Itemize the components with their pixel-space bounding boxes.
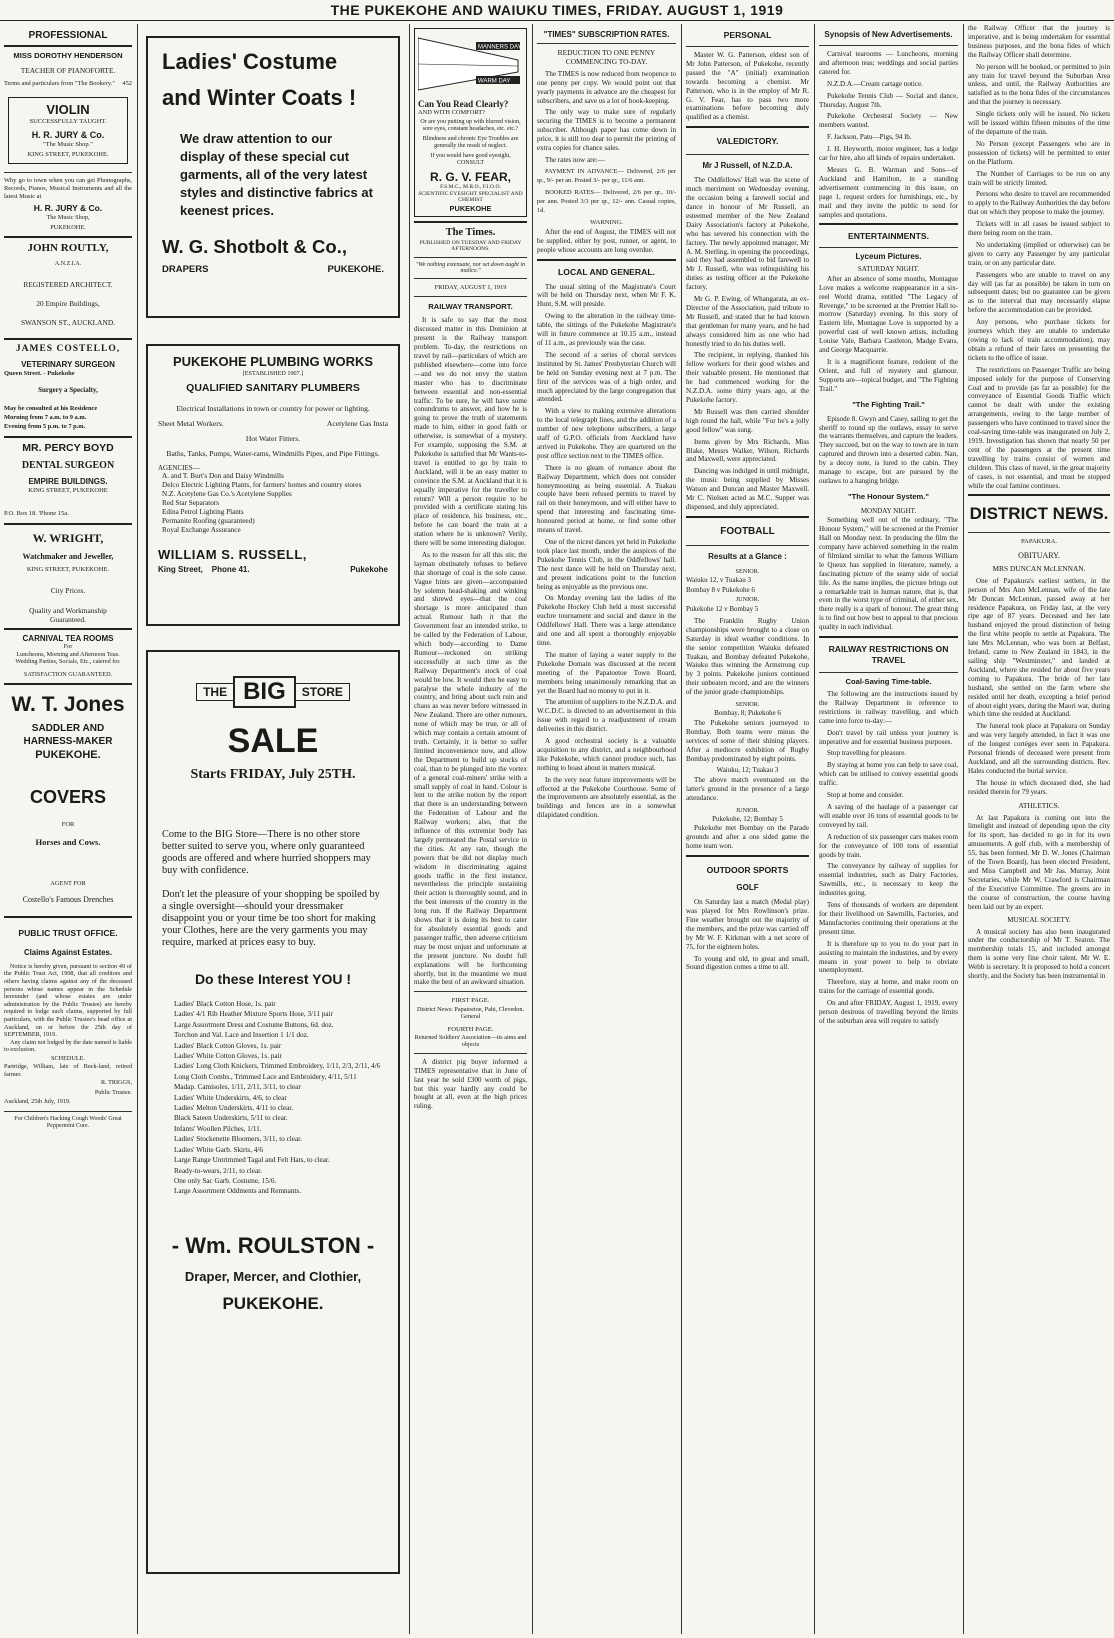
- article-paragraph: The following are the instructions issued by the Railway Department in reference to restrictions in railway travelling, and which came into force to-day:—: [819, 690, 958, 725]
- logo-text: BIG: [233, 676, 296, 708]
- article-paragraph: Items given by Mrs Richards, Miss Blake, Messrs Walker, Wilson, Richards and Maxwell, were appreciated.: [686, 437, 809, 464]
- article-paragraph: No undertaking (implied or otherwise) can be given to carry any Passenger by any particular train, or on any particular date.: [968, 240, 1110, 267]
- ad-title: CARNIVAL TEA ROOMS: [22, 634, 114, 644]
- article-paragraph: On Monday evening last the ladies of the Pukekohe Hockey Club held a most successful euchre tournament and social and dance in the Oddfellows' Hall. There was a large attendance and one and all spent a thoroughly enjoyable time.: [537, 594, 676, 647]
- ad-text: Blindness and chronic Eye Troubles are generally the result of neglect.: [422, 136, 519, 149]
- sale-item: Large Range Untrimmed Tagal and Felt Hats, to clear.: [174, 1156, 330, 1165]
- article-paragraph: Dancing was indulged in until midnight, the music being supplied by Misses Watson and Duncan and Master Maxwell. Mr C. Nielsen acted as M.C. Supper was dispensed, and duly appreciated.: [686, 467, 809, 511]
- article-paragraph: Persons who desire to travel are recommended to apply to the Railway Authorities the day before that on which they propose to make the journey.: [968, 190, 1110, 217]
- article-paragraph: On and after FRIDAY, August 1, 1919, every person desirous of travelling beyond the limits of the suburban area will require to satisfy: [819, 999, 958, 1025]
- ad-text: Wedding Parties, Socials, Etc., catered for.: [15, 658, 121, 666]
- sale-item: Torchon and Val. Lace and Insertion 1 1/1 doz.: [174, 1031, 309, 1040]
- article-paragraph: Tens of thousands of workers are dependent for their livelihood on Sawmills, Factories, and Manufactories continuing their operations at the present time.: [819, 901, 958, 936]
- ad-title: Can You Read Clearly?: [418, 99, 509, 109]
- ad-text: Starts FRIDAY, July 25TH.: [190, 767, 356, 782]
- ad-name: MR. PERCY BOYD: [22, 441, 114, 454]
- result-heading: SENIOR.: [735, 701, 760, 709]
- article-paragraph: The Franklin Rugby Union championships were brought to a close on Saturday in ideal weather conditions. In the senior competition Waiuku defeated Tuakau, and Bombay defeated Pukekohe, Waiuku thus winning the Armstrong cup by 3 points. Pukekohe juniors continued their unbeaten record, and are the winners of the junior grade championships.: [686, 616, 809, 697]
- ad-text: F.S.M.C., M.R.O., F.I.O.O.: [440, 184, 501, 190]
- logo-text: THE: [196, 683, 234, 701]
- article-paragraph: Mr Russell was then carried shoulder high round the hall, while "For he's a jolly good fellow" was sung.: [686, 407, 809, 434]
- sale-item: Large Assortment Dress and Costume Buttons, 6d. doz.: [174, 1020, 334, 1029]
- ad-text: Or are you putting up with blurred vision, sore eyes, constant headaches, etc. etc.?: [420, 119, 521, 132]
- article-paragraph: BOOKED RATES— Delivered, 2/6 per qr., 10/- per ann. Posted 3/3 per qr., 12/- ann. Casual copies, 1d.: [537, 188, 676, 214]
- publication-note: PUBLISHED ON TUESDAY AND FRIDAY AFTERNOONS.: [419, 239, 522, 253]
- article-paragraph: To young and old, to great and small, Sound digestion comes a time to all.: [686, 954, 809, 972]
- result-heading: SENIOR.: [735, 567, 760, 575]
- shotbolt-ad: [146, 36, 400, 318]
- ad-text: "The Music Shop.": [43, 141, 93, 149]
- issue-date: FRIDAY, AUGUST 1, 1919: [434, 283, 507, 291]
- ad-text: For Children's Hacking Cough Woods' Great Peppermint Cure.: [14, 1115, 122, 1129]
- result-line: Bombay, 8; Pukekohe 6: [714, 709, 781, 718]
- ad-text: SUCCESSFULLY TAUGHT.: [29, 117, 107, 125]
- article-subtitle: "The Fighting Trail.": [852, 399, 925, 409]
- ad-title: Ladies' Costume: [162, 49, 338, 74]
- article-paragraph: A saving of the haulage of a passenger car will enable over 16 tons of essential goods to be conveyed by rail.: [819, 803, 958, 829]
- ad-title: PUBLIC TRUST OFFICE.: [18, 927, 118, 938]
- ad-text: Delco Electric Lighting Plants, for farmers' homes and country stores: [162, 481, 362, 490]
- sale-item: Ladies' 4/1 Rib Heather Mixture Sports Hose, 3/11 pair: [174, 1010, 333, 1019]
- ad-text: R. TRIGGS,: [100, 1079, 132, 1087]
- ad-text: FOR: [61, 820, 75, 828]
- ad-name: W. WRIGHT,: [32, 530, 104, 545]
- motto: "We nothing extenuate, nor set down aught in malice.": [415, 261, 526, 274]
- article-paragraph: Stop at home and consider.: [827, 791, 904, 800]
- beam-label: WARM DAY: [478, 78, 511, 85]
- ad-text: 20 Empire Buildings,: [36, 299, 100, 309]
- article-paragraph: A reduction of six passenger cars makes room for the conveyance of 100 tons of essential goods by train.: [819, 832, 958, 859]
- index-heading: FIRST PAGE.: [451, 997, 490, 1005]
- ad-title: VIOLIN: [46, 101, 90, 117]
- ad-text: REGISTERED ARCHITECT.: [23, 279, 113, 289]
- article-subtitle: SATURDAY NIGHT.: [857, 265, 920, 274]
- article-paragraph: The house in which deceased died, she had resided therein for 79 years.: [968, 778, 1110, 796]
- article-paragraph: Don't travel by rail unless your journey is imperative and for essential business purposes.: [819, 728, 958, 746]
- article-paragraph: No Person (except Passengers who are in possession of tickets) will be permitted to enter on the Platform.: [968, 139, 1110, 166]
- ad-text: Auckland, 25th July, 1919.: [4, 1098, 71, 1106]
- ad-title: SALE: [227, 722, 319, 760]
- ad-text: A. and T. Burt's Don and Daisy Windmills: [162, 472, 284, 481]
- logo-text: STORE: [295, 683, 350, 701]
- article-paragraph: The rates now are:—: [545, 155, 605, 164]
- sale-item: Ladies' Long Cloth Knickers, Trimmed Embroidery, 1/11, 2/3, 2/11, 4/6: [174, 1062, 381, 1071]
- ad-text: TEACHER OF PIANOFORTE.: [20, 66, 116, 75]
- article-paragraph: Pukekohe met Bombay on the Parade grounds and after a one sided game the home team won.: [686, 824, 809, 851]
- article-title: OUTDOOR SPORTS: [706, 865, 789, 876]
- result-line: Bombay 8 v Pukekohe 6: [686, 585, 755, 594]
- sale-item: Ready-to-wears, 2/11, to clear.: [174, 1166, 262, 1175]
- article-paragraph: The matter of laying a water supply to the Pukekohe Domain was discussed at the recent meeting of the Papatoetoe Town Board, members being unanimously remarking that as yet the Board had no money to put in it.: [537, 650, 676, 695]
- ad-title: Do these Interest YOU !: [194, 971, 352, 987]
- article-paragraph: A musical society has also been inaugurated under the conductorship of Mr T. Seaton. The membership totals 15, and included amongst them is some very fine choir talent. Mr W. E. Webb is secretary. It is proposed to hold a concert shortly, and the Society has been instrumental in: [968, 927, 1110, 981]
- ad-text: SCHEDULE.: [51, 1054, 85, 1062]
- article-paragraph: On Saturday last a match (Medal play) was played for Mrs Rowlinson's prize. Fine weather brought out the majority of the members, and the prize was carried off by Mr W. F. Kirkman with a net score of 75, for the eighteen holes.: [686, 898, 809, 951]
- ad-text: May be consulted at his Residence: [4, 404, 98, 412]
- ad-name: WILLIAM S. RUSSELL,: [158, 547, 307, 563]
- big-store-ad: [146, 650, 400, 1574]
- result-heading: JUNIOR.: [735, 806, 760, 814]
- ad-text: If you would have good eyesight, CONSULT: [430, 153, 511, 166]
- ad-text: PUKEKOHE.: [222, 1293, 324, 1313]
- ad-text: The Music Shop,: [46, 214, 90, 222]
- sale-item: Ladies' Stockenette Bloomers, 3/11, to clear.: [174, 1135, 302, 1144]
- article-paragraph: At last Papakura is coming out into the limelight and instead of depending upon the city for its sport, has decided to go in for its own amusements. A golf club, with a membership of 55, has been formed. Mr D. W. Jones (Chairman of the Town Board), has been elected President, and Miss Campbell and Mr Jas. Murray, Joint Secretaries, while Mr W. Crawford is Chairman of the Executive Committee. The greens are in the course of construction, the course having been laid out by an expert.: [968, 813, 1110, 911]
- ad-text: Sheet Metal Workers.: [158, 419, 224, 429]
- ad-text: For: [63, 643, 73, 651]
- big-store-logo: [162, 676, 384, 708]
- ad-text: Evening from 5 p.m. to 7 p.m.: [4, 423, 86, 431]
- article-title: MUSICAL SOCIETY.: [1007, 915, 1071, 924]
- column-display-ads: [142, 24, 404, 1634]
- article-paragraph: A good orchestral society is a valuable acquisition to any district, and a neighbourhood like Pukekohe, which cannot produce such, has nothing to boast about in matters musical.: [537, 737, 676, 772]
- ad-text: PUKEKOHE.: [50, 223, 86, 231]
- article-paragraph: Tickets will in all cases be issued subject to there being room on the train.: [968, 220, 1110, 238]
- article-subtitle: Mr J Russell, of N.Z.D.A.: [702, 161, 793, 171]
- article-paragraph: Carnival tearooms — Luncheons, morning and afternoon teas; weddings and social parties catered for.: [819, 50, 958, 76]
- result-line: Waiuku 12, v Tuakau 3: [686, 576, 751, 585]
- article-paragraph: The recipient, in replying, thanked his fellow workers for their good wishes and their valuable present. He mentioned that he had commenced working for the N.Z.D.A. some thirty years ago, at the Pukekohe factory.: [686, 351, 809, 404]
- ad-text: Hot Water Fitters.: [245, 434, 301, 444]
- article-title: OBITUARY.: [1018, 550, 1060, 560]
- column-editorial: [414, 24, 527, 1634]
- article-paragraph: The funeral took place at Papakura on Sunday and was very largely attended, in fact it was one of the longest cortéges ever seen in Papakura. Personal friends of deceased were present from Auckland, and all the surrounding districts. Rev. Hales conducted the burial service.: [968, 722, 1110, 775]
- ad-text: PUKEKOHE: [449, 203, 492, 213]
- article-paragraph: The conveyance by railway of supplies for essential industries, such as Dairy Factories, Sawmills, etc., is necessary to keep the industries going.: [819, 862, 958, 898]
- ad-text: Pukekohe: [350, 565, 388, 575]
- sale-item: Black Sateen Underskirts, 5/11 to clear.: [174, 1114, 288, 1123]
- ad-text: Phone 41.: [211, 565, 250, 575]
- ad-name: JAMES COSTELLO,: [15, 343, 121, 354]
- sale-item: Ladies' Black Cotton Hose, 1s. pair: [174, 1000, 276, 1008]
- sale-item: Infants' Woollen Pilches, 1/11.: [174, 1124, 262, 1133]
- ad-text: Baths, Tanks, Pumps, Water-rams, Windmills Pipes, and Pipe Fittings.: [166, 449, 380, 459]
- article-title: RAILWAY TRANSPORT.: [428, 302, 513, 312]
- article-paragraph: One of the nicest dances yet held in Pukekohe took place last month, under the auspices of the Pukekohe Tennis Club, in the Oddfellows' hall. The next dance will be held on Thursday next, and present indications point to the function being as enjoyable as the previous one.: [537, 538, 676, 591]
- ad-name: W. T. Jones: [11, 692, 125, 716]
- article-paragraph: Pukekohe Orchestral Society — New members wanted.: [819, 112, 958, 130]
- article-title: PERSONAL: [723, 30, 772, 40]
- column-rule: [137, 24, 138, 1634]
- article-paragraph: A district pig buyer informed a TIMES representative that in June of last year he sold £300 worth of pigs, but this year hardly any could be bought at all, even at the high prices ruling.: [414, 1057, 527, 1111]
- article-paragraph: Messrs G. B. Warman and Sons—of Auckland and Hamilton, in a standing advertisement commencing in this issue, on page 1, request orders for furnishings, etc., by mail and they invite the public to send for samples and quotations.: [819, 165, 958, 219]
- article-subtitle: Results at a Glance :: [708, 551, 787, 561]
- article-paragraph: Owing to the alteration in the railway time-table, the sittings of the Pukekohe Magistrate's will in future commence at 10.15 a.m., instead of 11 a.m., as previously was the case.: [537, 312, 676, 347]
- article-subtitle: COMMENCING TO-DAY.: [565, 57, 648, 67]
- article-paragraph: Single tickets only will be issued. No tickets will be issued within fifteen minutes of the time of the departure of the train.: [968, 110, 1110, 136]
- ad-text: Acetylene Gas Insta: [326, 419, 388, 429]
- ad-text: Electrical Installations in town or country for power or lighting.: [176, 404, 370, 414]
- ad-text: Costello's Famous Drenches: [22, 894, 114, 904]
- article-subtitle: GOLF: [736, 883, 759, 893]
- index-text: District News: Papatoetoe, Pahi, Clevedon. General: [416, 1005, 525, 1021]
- column-news: [537, 24, 676, 1634]
- ad-text: PUKEKOHE.: [35, 748, 101, 761]
- article-title: FOOTBALL: [720, 525, 775, 537]
- ad-title: PUKEKOHE PLUMBING WORKS: [172, 354, 374, 369]
- ad-text: SADDLER AND: [31, 722, 105, 734]
- article-paragraph: One of Papakura's earliest settlers, in the person of Mrs Ann McLennan, wife of the late Mr Duncan McLennan, passed away at her residence Papakura, on Friday last, at the very ripe age of 87 years. Deceased and her late husband enjoyed the proud distinction of being the first white people to settle at Papakura. The late Mrs McLennan, who was born at Belfast, Ireland, came to New Zealand in 1843, in the sailing ship "Westminster," and landed at Auckland, where she resided for about five years coming to Papakura. The bride of her late husband, she settled on the farm where she resided until her death, excepting a brief period of about eight years, during the Maori war, during which time she resided at Auckland.: [968, 576, 1110, 719]
- column-rule: [409, 24, 410, 1634]
- ad-name: R. G. V. FEAR,: [430, 170, 511, 184]
- article-paragraph: With a view to making extensive alterations to the local telegraph lines, and the addition of a number of new telephone subscribers, a large staff of G.P.O. officials from Auckland have arrived in Pukekohe. They are quartered on the post office section next to the TIMES office.: [537, 407, 676, 460]
- article-paragraph: The restrictions on Passenger Traffic are being imposed solely for the purpose of Conserving Coal and to provide (as far as possible) for the conveyance of Essential Goods Traffic which cannot be dealt with under the existing arrangements, owing to the large number of passengers who have continued to travel since the coal-saving time-table was inaugurated on July 2, 1919. Investigation has shown that nearly 50 per cent of the passengers at the present time travelling by trains consist of women and children. This class of travel, in the great majority of cases, is not essential, and must be stopped while the coal famine continues.: [968, 365, 1110, 490]
- ad-name: H. R. JURY & Co.: [33, 203, 103, 214]
- article-paragraph: F. Jackson, Patu—Pigs, 94 lb.: [827, 133, 912, 142]
- article-paragraph: Any persons, who purchase tickets for journeys which they are unable to undertake (owing to lack of train accommodation), may obtain a refund of their fares on presenting the tickets to the office of issue.: [968, 318, 1110, 362]
- ad-text: Public Trustee.: [94, 1088, 132, 1096]
- article-paragraph: By staying at home you can help to save coal, which can be utilised to convey essential goods traffic.: [819, 761, 958, 788]
- result-line: Pukekohe 12 v Bombay 5: [686, 604, 759, 613]
- ad-text: Draper, Mercer, and Clothier,: [184, 1268, 362, 1284]
- article-paragraph: The only way to make sure of regularly securing the TIMES is to become a permanent subscriber. Although paper has come down in price, it is still too dear to permit the printing of extra copies for chance sales.: [537, 108, 676, 153]
- ad-text: Red Star Separators: [162, 499, 220, 508]
- ad-name: H. R. JURY & Co.: [31, 130, 105, 141]
- ad-text: SWANSON ST., AUCKLAND.: [20, 318, 116, 328]
- article-subtitle: REDUCTION TO ONE PENNY: [557, 48, 656, 57]
- ad-text: SATISFACTION GUARANTEED.: [23, 670, 113, 678]
- index-heading: FOURTH PAGE.: [447, 1025, 494, 1033]
- ad-text: Why go to town when you can get Phonographs, Records, Pianos, Musical Instruments and all the latest Music at: [4, 177, 132, 200]
- article-paragraph: The second of a series of choral services instituted by St. James' Presbyterian Church will be held on Sunday evening next at 7 p.m. The first of the services was of a high order, and much appreciated by the large congregation that attended.: [537, 350, 676, 404]
- article-title: RAILWAY RESTRICTIONS ON TRAVEL: [828, 644, 949, 666]
- ad-text: N.Z. Acetylene Gas Co.'s Acetylene Supplies: [162, 490, 292, 499]
- article-subtitle: Coal-Saving Time-table.: [845, 677, 932, 687]
- article-paragraph: the Railway Officer that the journey is imperative, and is being undertaken for essential business purposes, and the bona fides of which the Railway Officer shall determine.: [968, 24, 1110, 59]
- article-title: Synopsis of New Advertisements.: [824, 30, 953, 39]
- article-paragraph: Mr G. P. Ewing, of Whangarata, an ex-Director of the Association, paid tribute to Mr Russell, and stated that he had known that gentleman for many years, and he had always considered him as one who had honestly tried to do his duties well.: [686, 295, 809, 348]
- article-subtitle: "The Honour System.": [847, 491, 930, 501]
- fear-ad: [414, 28, 527, 217]
- article-title: "TIMES" SUBSCRIPTION RATES.: [543, 30, 670, 39]
- ad-title: and Winter Coats !: [162, 85, 357, 110]
- ad-text: A.N.Z.I.A.: [54, 261, 82, 268]
- ad-text: Permanite Roofing (guaranteed): [162, 517, 255, 526]
- ad-text: QUALIFIED SANITARY PLUMBERS: [186, 382, 360, 395]
- ad-text: [ESTABLISHED 1907.]: [242, 370, 304, 377]
- result-line: Waiuku, 12; Tuakau 3: [716, 766, 779, 775]
- ad-name: - Wm. ROULSTON -: [171, 1232, 375, 1258]
- ad-text: Quality and Workmanship: [29, 605, 107, 615]
- sale-item-list: [162, 999, 384, 1197]
- article-paragraph: The Number of Carriages to be run on any train will be strictly limited.: [968, 169, 1110, 187]
- sale-item: Madap. Camisoles, 1/11, 2/11, 3/11, to clear: [174, 1083, 301, 1092]
- article-paragraph: J. H. Heyworth, motor engineer, has a lodge car for hire, also all kinds of repairs undertaken.: [819, 145, 958, 163]
- article-paragraph: Therefore, stay at home, and make room on trains for the carriage of essential goods.: [819, 978, 958, 996]
- violin-ad: [8, 97, 128, 164]
- ad-text: AGENT FOR: [50, 880, 86, 888]
- article-paragraph: The usual sitting of the Magistrate's Court will be held on Thursday next, when Mr F. K. Hunt, S.M. will preside.: [537, 282, 676, 309]
- article-paragraph: As to the reason for all this stir, the layman obstinately refuses to believe that shortage of coal is the sole cause. Vague hints are given—accompanied by solemn head-shaking and winking and shrewd eyes—that the coal shortage is more anticipated than actual. Rumour hath it that the Government fear an intended strike, to be called by the Federation of Labour, which body—according to Dame Rumour—reckoned on striking successfully at such time as the Railway Department's stock of coal would be low. It would then be easy to paralyse the whole industry of the country, and bring about such ruin and chaos as was never before witnessed in New Zealand. There are other rumours, none of which may be true, or all of which may contain a certain amount of truth. Certainly, it is better to suffer limited inconvenience now, and allow the Department to build up stocks of coal, than to be plunged into the vortex of a general coal-miners' strike with a small supply of coal in hand. Colour is lent to the strike notion by the report that there is an understanding between the Federation of Labour and the Railway workers; also, that the influence of this extremist body has largely permeated the Postal service in the cities. At any rate, though the powers that be did not display much wisdom in discriminating against goods traffic in the first instance, nevertheless the principle sustaining their action is thoroughly sound, and in the best interests of the country in the long run. If the Railway Department shows that it is doing its best to cater for absolutely essential goods and passenger traffic, then adverse criticism may be most unjust and unfortunate at the present juncture. No doubt full explanations will be forthcoming shortly, but in the meantime we must make the best of an awkward situation.: [414, 550, 527, 987]
- ad-text: Terms and particulars from "The Bookery." 452: [4, 80, 132, 88]
- article-title: ATHLETICS.: [1018, 800, 1060, 810]
- ad-text: AND WITH COMFORT?: [418, 109, 485, 116]
- ad-text: KING STREET, PUKEKOHE: [28, 486, 108, 494]
- article-paragraph: The Oddfellows' Hall was the scene of much merriment on Wednesday evening, the occasion being a farewell social and dance in honour of Mr Russell, an esteemed member of the New Zealand Dairy Association's factory at Pukekohe, who has severed his connection with the factory. The newly appointed manager, Mr A. M. Sterling, in opening the proceedings, said they had assembled to bid farewell to Mr J. Russell, who was relinquishing his duties as testing officer at the Pukekohe factory.: [686, 176, 809, 292]
- article-paragraph: In the very near future improvements will be effected at the Pukekohe Courthouse. Some of the improvements are absolutely essential, as the buildings and fences are in a somewhat dilapidated condition.: [537, 775, 676, 820]
- article-paragraph: Master W. G. Patterson, eldest son of Mr John Patterson, of Pukekohe, recently passed the "A" (initial) examination towards becoming a chemist. Mr Patterson, who is in the employ of Mr R. G. V. Fear, has to pass two more examinations before becoming duly qualified as a chemist.: [686, 51, 809, 122]
- ad-name: JOHN ROUTLY,: [27, 242, 109, 255]
- ad-text: Don't let the pleasure of your shopping be spoiled by a single oversight—should your dressmaker disappoint you or your time be too short for making your Clothes, here are the very garments you may require, marked at prices easy to buy.: [162, 889, 380, 948]
- article-subtitle: MONDAY NIGHT.: [860, 506, 917, 515]
- section-heading: DISTRICT NEWS.: [969, 504, 1109, 524]
- column-rule: [532, 24, 533, 1634]
- article-paragraph: After an absence of some months, Montague Love makes a welcome reappearance in a six-reel World drama, entitled "The Legacy of Revenge," to be screened at the Premier Hall to-morrow (Saturday) evening. In this story of Eastern life, Montague Love is supported by a powerful cast of well known artists, including Louise Vale, Barbara Castleton, Madge Evans, and George Macquarrie.: [819, 274, 958, 355]
- sale-item: Ladies' White Underskirts, 4/6, to clear: [174, 1093, 287, 1102]
- column-rule: [681, 24, 682, 1634]
- article-title: LOCAL AND GENERAL.: [558, 266, 655, 277]
- sale-item: Ladies' Black Cotton Gloves, 1s. pair: [174, 1041, 282, 1050]
- ad-text: Surgery a Specialty,: [38, 386, 98, 395]
- article-paragraph: The above match eventuated on the latter's ground in the presence of a large attendance.: [686, 775, 809, 802]
- ad-text: Queen Street. - Pukekohe: [4, 369, 75, 377]
- ad-text: We draw attention to our display of these special cut garments, all of the very latest styles and distinctive fabrics at keenest prices.: [180, 131, 373, 218]
- sale-item: Large Assortment Oddments and Remnants.: [174, 1187, 302, 1196]
- ad-text: Come to the BIG Store—There is no other store better suited to serve you, where only guaranteed goods are offered and where hurried shoppers may buy with confidence.: [162, 829, 371, 876]
- masthead-small: The Times.: [445, 226, 496, 238]
- column-district-news: [968, 24, 1110, 1634]
- article-paragraph: After the end of August, the TIMES will not be supplied, either by post, runner, or agent, to people whose accounts are long overdue.: [537, 227, 676, 254]
- article-paragraph: N.Z.D.A.—Cream cartage notice.: [827, 79, 923, 88]
- sale-item: Long Cloth Combs., Trimmed Lace and Embroidery, 4/11, 5/11: [174, 1072, 357, 1081]
- article-subtitle: Lyceum Pictures.: [855, 252, 922, 262]
- ad-text: SCIENTIFIC EYESIGHT SPECIALIST AND CHEMIST: [418, 190, 523, 204]
- article-subtitle: MRS DUNCAN McLENNAN.: [992, 563, 1086, 573]
- ad-text: DENTAL SURGEON: [21, 459, 115, 471]
- column-advertisements: [819, 24, 958, 1634]
- ad-text: City Prices.: [50, 586, 86, 596]
- ad-text: Luncheons, Morning and Afternoon Teas.: [16, 650, 120, 658]
- beam-label: MANNERS DAY: [478, 44, 522, 51]
- plumbing-ad: [146, 344, 400, 626]
- column-professional: [4, 24, 132, 1634]
- ad-text: Watchmaker and Jeweller,: [22, 551, 114, 561]
- article-paragraph: Pukekohe Tennis Club — Social and dance, Thursday, August 7th.: [819, 91, 958, 109]
- article-paragraph: The Pukekohe seniors journeyed to Bombay. Both teams were minus the services of some of their shining players. After a mediocre exhibition of Rugby Bombay predominated by eight points.: [686, 718, 809, 763]
- ad-text: AGENCIES—: [158, 464, 200, 473]
- sale-item: Ladies' Melton Underskirts, 4/11 to clear.: [174, 1104, 293, 1113]
- ad-text: P.O. Box 18. 'Phone 15a.: [4, 510, 69, 518]
- column-rule: [814, 24, 815, 1634]
- article-paragraph: Stop travelling for pleasure.: [827, 749, 907, 758]
- sale-item: Ladies' White Garb. Skirts, 4/6: [174, 1145, 263, 1154]
- article-title: ENTERTAINMENTS.: [847, 231, 929, 242]
- column-personal: [686, 24, 809, 1634]
- masthead: THE PUKEKOHE AND WAIUKU TIMES, FRIDAY. AUGUST 1, 1919: [0, 0, 1114, 21]
- article-subtitle: WARNING.: [590, 219, 623, 227]
- ad-text: Morning from 7 a.m. to 9 a.m.: [4, 414, 87, 422]
- ad-text: Royal Exchange Assurance: [162, 526, 241, 535]
- ad-text: PUKEKOHE.: [327, 264, 384, 275]
- column-rule: [963, 24, 964, 1634]
- article-paragraph: The attention of suppliers to the N.Z.D.A. and W.C.D.C. is directed to an advertisement in this issue with regard to a readjustment of cream deliveries in this district.: [537, 698, 676, 734]
- eye-beam-illustration: [418, 32, 523, 94]
- ad-title: COVERS: [29, 786, 107, 807]
- ad-text: Guaranteed.: [50, 614, 86, 624]
- article-paragraph: Something well out of the ordinary, "The Honour System," will be screened at the Premier Hall on Monday next. In producing the film the company have achieved something in the realm of filmland similar to what the famous William le Queux has supplied in literature, namely, a fascinating picture of the seamy side of social life. As the name implies, the picture brings out a remarkable trait in human nature, that is, that even in the worst type of criminal, of either sex, there really is a spark of honour. The great thing is to find out how best to appeal to that precious quality in each individual.: [819, 516, 958, 632]
- article-subtitle: PAPAKURA.: [1021, 538, 1057, 546]
- article-paragraph: It is a magnificent feature, redolent of the Orient, and full of mystery and glamour. Supports are—topical budget, and "The Fighting Trail.": [819, 357, 958, 393]
- article-title: VALEDICTORY.: [716, 136, 779, 147]
- ad-name: W. G. Shotbolt & Co.,: [162, 236, 347, 257]
- ad-text: King Street,: [158, 565, 203, 575]
- ad-text: HARNESS-MAKER: [23, 735, 113, 747]
- ad-text: Partridge, William, late of Buck-land, retired farmer.: [4, 1063, 132, 1078]
- section-heading: PROFESSIONAL: [28, 30, 108, 41]
- article-paragraph: It is safe to say that the most discussed matter in this Dominion at present is the Railway transport problem. To-day, the restrictions on travel by rail—particulars of which are published elsewhere—come into force—and we do not envy the station master who has to discriminate between essential and non-essential traffic. To be sure, he will have some conundrums to answer, and how he is going to prove the truth of statements made to him, either in good faith or otherwise, is somewhat of a mystery. For example, supposing the S.M. at Pukekohe is satisfied that Mr Wants-to-travel is entitled to go by train to Auckland, will it be an easy matter to convince the S.M. at Auckland that it is equally imperative for the traveller to return? Will a person require to be provided with a certificate stating his place of residence, his business, etc., before he can board the train at a station where he is unknown? Verily, there will be some interesting dialogue.: [414, 316, 527, 548]
- sale-item: Ladies' White Cotton Gloves, 1s. pair: [174, 1052, 282, 1061]
- ad-text: KING STREET, PUKEKOHE.: [27, 150, 109, 158]
- ad-text: KING STREET, PUKEKOHE.: [26, 565, 110, 573]
- ad-text: Edina Petrol Lighting Plants: [162, 508, 244, 517]
- article-paragraph: There is no gleam of romance about the Railway Department, which does not consider honeymooning as being essential. A Tuakau couple have been refused permits to travel by rail on their honeymoon, and will either have to spend that interesting and fascinating time-honoured period at home, or find some other means of travel.: [537, 463, 676, 535]
- result-heading: JUNIOR.: [735, 596, 760, 604]
- ad-text: Claims Against Estates.: [23, 947, 113, 957]
- article-paragraph: Episode 8. Gwyn and Casey, sailing to get the sheriff to round up the outlaws, essay to serve the warrants themselves, and capture the leaders. They succeed, but on the way to town are in turn captured and thrown into a deserted cabin. Nan, by a decoy note, is lured to the cabin. They manage to escape, but are pursued by the outlaws to a hanging bridge.: [819, 414, 958, 485]
- ad-text: Horses and Cows.: [35, 837, 101, 848]
- ad-text: Any claim not lodged by the date named is liable to exclusion.: [4, 1038, 132, 1054]
- ad-text: VETERINARY SURGEON: [21, 359, 115, 369]
- index-text: Returned Soldiers' Association—its aims and objects: [414, 1033, 527, 1049]
- article-paragraph: Passengers who are unable to travel on any day will (as far as possible) be taken in turn on subsequent dates; but no guarantee can be given as to the interval that may necessarily elapse before the accommodation can be provided.: [968, 270, 1110, 315]
- article-paragraph: It is therefore up to you to do your part in assisting to maintain the industries, and by every means in your power to help to obviate unemployment.: [819, 939, 958, 975]
- article-paragraph: PAYMENT IN ADVANCE— Delivered, 2/6 per qr., 9/- per an. Posted 3/- per qr., 11/6 ann.: [537, 167, 676, 184]
- article-paragraph: The TIMES is now reduced from twopence to one penny per copy. We would point out that yearly payments in advance are the cheapest for subscribers, and save us a lot of book-keeping.: [537, 69, 676, 105]
- result-line: Pukekohe, 12; Bombay 5: [712, 814, 783, 823]
- ad-text: DRAPERS: [162, 264, 209, 275]
- ad-text: EMPIRE BUILDINGS.: [28, 476, 108, 486]
- article-paragraph: No person will be booked, or permitted to join any train for travel beyond the Suburban Area unless, and until, the Railway Authorities are satisfied as to the bona fides of the circumstances and that the journey is necessary.: [968, 62, 1110, 107]
- ad-title: MISS DOROTHY HENDERSON: [13, 51, 123, 60]
- ad-text: Notice is hereby given, pursuant to section 49 of the Public Trust Act, 1908, that all creditors and others having claims against any of the deceased persons whose names appear in the Schedule hereunder (and whose estates are under administration by the Public Trustee) are hereby required to lodge such claims, supported by full particulars, with the Public Trustee's head office at Auckland, on or before the 25th day of SEPTEMBER, 1919.: [4, 962, 132, 1039]
- sale-item: One only Sac Garb. Costume, 15/6.: [174, 1176, 277, 1185]
